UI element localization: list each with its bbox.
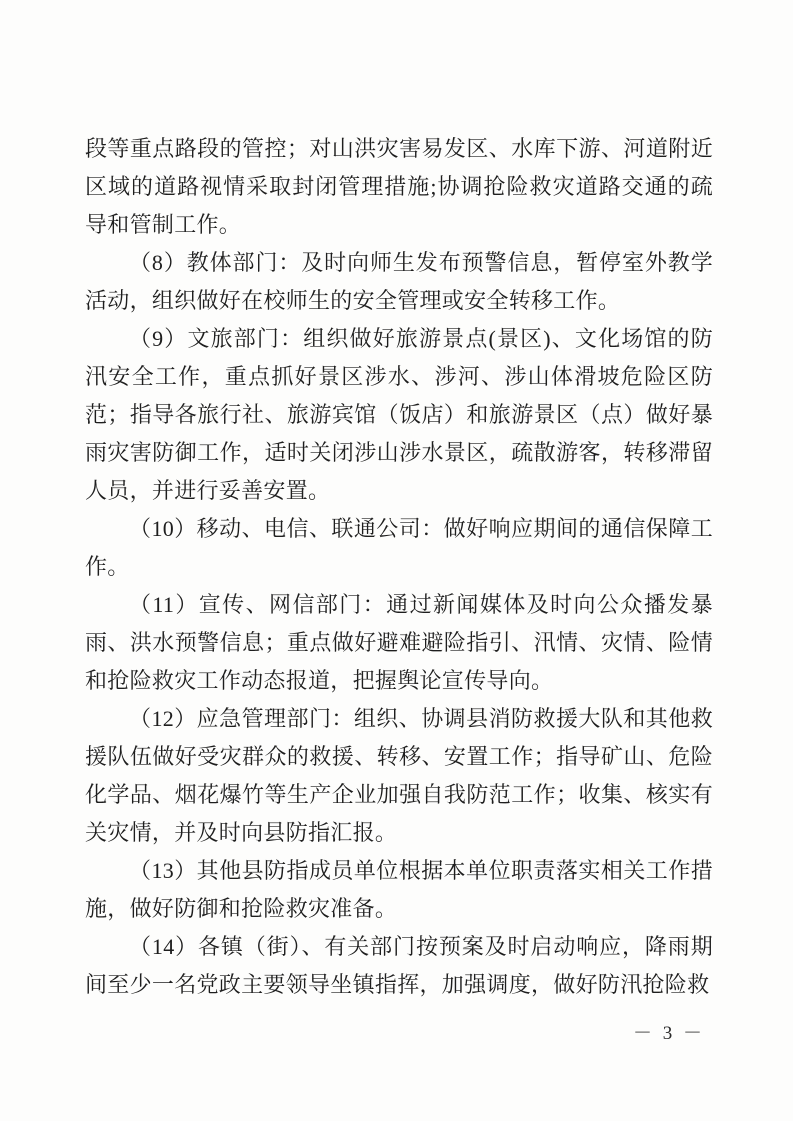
page-number: － 3 －: [632, 1023, 705, 1044]
paragraph-item-13: （13）其他县防指成员单位根据本单位职责落实相关工作措施，做好防御和抢险救灾准备。: [85, 858, 713, 921]
paragraph-item-11: （11）宣传、网信部门：通过新闻媒体及时向公众播发暴雨、洪水预警信息；重点做好避难避险指引、汛情、灾情、险情和抢险救灾工作动态报道，把握舆论宣传导向。: [85, 592, 713, 693]
document-body: [85, 130, 713, 1004]
paragraph-continuation: 段等重点路段的管控；对山洪灾害易发区、水库下游、河道附近区域的道路视情采取封闭管理措施;协调抢险救灾道路交通的疏导和管制工作。: [85, 136, 713, 237]
paragraph-item-8: （8）教体部门：及时向师生发布预警信息，暂停室外教学活动，组织做好在校师生的安全管理或安全转移工作。: [85, 250, 713, 313]
paragraph-item-10: （10）移动、电信、联通公司：做好响应期间的通信保障工作。: [85, 516, 713, 579]
paragraph-item-14: （14）各镇（街）、有关部门按预案及时启动响应，降雨期间至少一名党政主要领导坐镇指挥，加强调度，做好防汛抢险救: [85, 934, 713, 997]
paragraph-item-12: （12）应急管理部门：组织、协调县消防救援大队和其他救援队伍做好受灾群众的救援、转移、安置工作；指导矿山、危险化学品、烟花爆竹等生产企业加强自我防范工作；收集、核实有关灾情，并及时向县防指汇报。: [85, 706, 713, 845]
paragraph-item-9: （9）文旅部门：组织做好旅游景点(景区)、文化场馆的防汛安全工作，重点抓好景区涉水、涉河、涉山体滑坡危险区防范；指导各旅行社、旅游宾馆（饭店）和旅游景区（点）做好暴雨灾害防御工作，适时关闭涉山涉水景区，疏散游客，转移滞留人员，并进行妥善安置。: [85, 326, 713, 503]
